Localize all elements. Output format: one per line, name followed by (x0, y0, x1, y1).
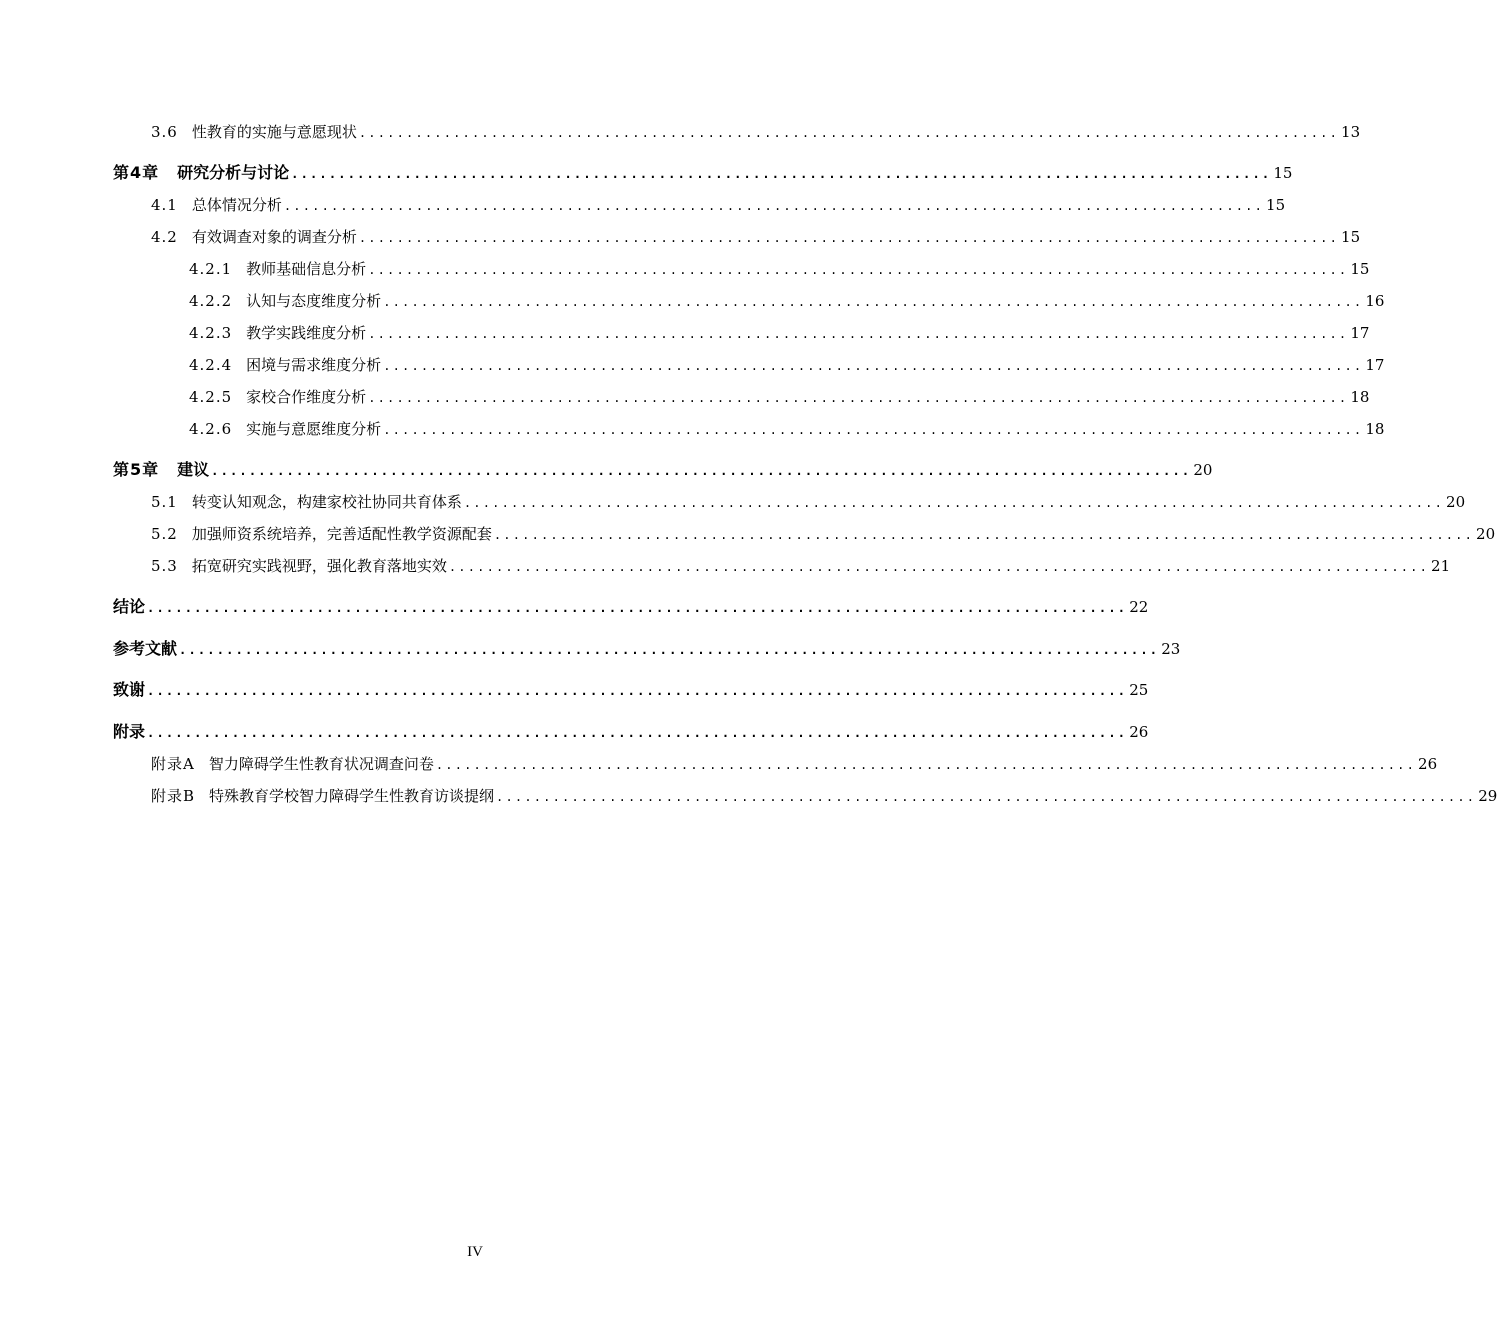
toc-entry-label: 结论 (113, 597, 146, 616)
toc-entry-label: 4.2.4 困境与需求维度分析 (189, 356, 382, 374)
toc-entry-label: 参考文献 (113, 639, 178, 658)
toc-chapter[interactable] (113, 677, 1149, 703)
dot-leader: ........................................................................................................ (368, 391, 1349, 405)
toc-entry-label: 第4章 研究分析与讨论 (113, 163, 290, 182)
toc-entry-label: 附录 (113, 722, 146, 741)
toc-page-number: 18 (1365, 420, 1385, 438)
toc-entry[interactable] (151, 751, 1438, 777)
toc-subentry[interactable] (189, 320, 1370, 346)
toc-chapter[interactable] (113, 719, 1149, 745)
toc-page-number: 26 (1418, 755, 1438, 773)
toc-chapter[interactable] (113, 594, 1149, 620)
toc-entry-label: 4.2 有效调查对象的调查分析 (151, 228, 357, 246)
toc-entry-label: 附录B 特殊教育学校智力障碍学生性教育访谈提纲 (151, 787, 495, 805)
toc-entry[interactable] (151, 224, 1361, 250)
toc-entry-label: 4.1 总体情况分析 (151, 196, 282, 214)
toc-entry-label: 5.3 拓宽研究实践视野，强化教育落地实效 (151, 557, 447, 575)
dot-leader: ........................................................................................................ (448, 560, 1430, 574)
toc-page-number: 15 (1266, 196, 1286, 214)
toc-entry-label: 5.1 转变认知观念，构建家校社协同共育体系 (151, 493, 462, 511)
dot-leader: ........................................................................................................ (283, 199, 1265, 213)
toc-entry-label: 致谢 (113, 680, 146, 699)
toc-entry[interactable] (151, 192, 1286, 218)
toc-subentry[interactable] (189, 352, 1385, 378)
dot-leader: ........................................................................................................ (211, 464, 1192, 478)
dot-leader: ........................................................................................................ (147, 726, 1128, 740)
dot-leader: ........................................................................................................ (383, 423, 1364, 437)
dot-leader: ........................................................................................................ (291, 167, 1272, 181)
dot-leader: ........................................................................................................ (358, 231, 1340, 245)
toc-page-number: 17 (1365, 356, 1385, 374)
toc-page-number: 29 (1478, 787, 1497, 805)
toc-page-number: 20 (1446, 493, 1466, 511)
toc-chapter[interactable] (113, 636, 1181, 662)
toc-subentry[interactable] (189, 384, 1370, 410)
page-footer-number: IV (467, 1244, 483, 1260)
toc-entry-label: 附录A 智力障碍学生性教育状况调查问卷 (151, 755, 434, 773)
toc-page-number: 20 (1476, 525, 1496, 543)
toc-page-number: 23 (1161, 640, 1181, 658)
toc-subentry[interactable] (189, 256, 1370, 282)
toc-page-number: 25 (1129, 681, 1149, 699)
dot-leader: ........................................................................................................ (493, 528, 1475, 542)
toc-page-number: 16 (1365, 292, 1385, 310)
dot-leader: ........................................................................................................ (368, 263, 1349, 277)
dot-leader: ........................................................................................................ (463, 496, 1445, 510)
toc-page-number: 26 (1129, 723, 1149, 741)
toc-page-number: 15 (1341, 228, 1361, 246)
toc-page-number: 13 (1341, 123, 1361, 141)
dot-leader: ........................................................................................................ (368, 327, 1349, 341)
toc-entry-label: 4.2.1 教师基础信息分析 (189, 260, 367, 278)
toc-chapter[interactable] (113, 457, 1213, 483)
dot-leader: ........................................................................................................ (147, 684, 1128, 698)
toc-entry[interactable] (151, 521, 1496, 547)
toc-entry-label: 4.2.2 认知与态度维度分析 (189, 292, 382, 310)
dot-leader: ........................................................................................................ (383, 359, 1364, 373)
dot-leader: ........................................................................................................ (179, 643, 1160, 657)
toc-entry[interactable] (151, 553, 1451, 579)
toc-entry[interactable] (151, 489, 1466, 515)
toc-entry[interactable] (151, 783, 1497, 809)
toc-entry-label: 第5章 建议 (113, 460, 210, 479)
toc-page-number: 15 (1350, 260, 1370, 278)
toc-subentry[interactable] (189, 416, 1385, 442)
toc-page-number: 21 (1431, 557, 1451, 575)
dot-leader: ........................................................................................................ (358, 126, 1340, 140)
dot-leader: ........................................................................................................ (147, 601, 1128, 615)
toc-page-number: 18 (1350, 388, 1370, 406)
toc-entry-label: 4.2.3 教学实践维度分析 (189, 324, 367, 342)
toc-subentry[interactable] (189, 288, 1385, 314)
toc-chapter[interactable] (113, 160, 1293, 186)
toc-entry[interactable] (151, 119, 1361, 145)
dot-leader: ........................................................................................................ (383, 295, 1364, 309)
toc-entry-label: 5.2 加强师资系统培养，完善适配性教学资源配套 (151, 525, 492, 543)
toc-entry-label: 4.2.5 家校合作维度分析 (189, 388, 367, 406)
toc-entry-label: 4.2.6 实施与意愿维度分析 (189, 420, 382, 438)
dot-leader: ........................................................................................................ (435, 758, 1417, 772)
toc-page-number: 17 (1350, 324, 1370, 342)
toc-page-number: 15 (1273, 164, 1293, 182)
toc-page-number: 20 (1193, 461, 1213, 479)
dot-leader: ........................................................................................................ (496, 790, 1477, 804)
toc-page-number: 22 (1129, 598, 1149, 616)
toc-entry-label: 3.6 性教育的实施与意愿现状 (151, 123, 357, 141)
